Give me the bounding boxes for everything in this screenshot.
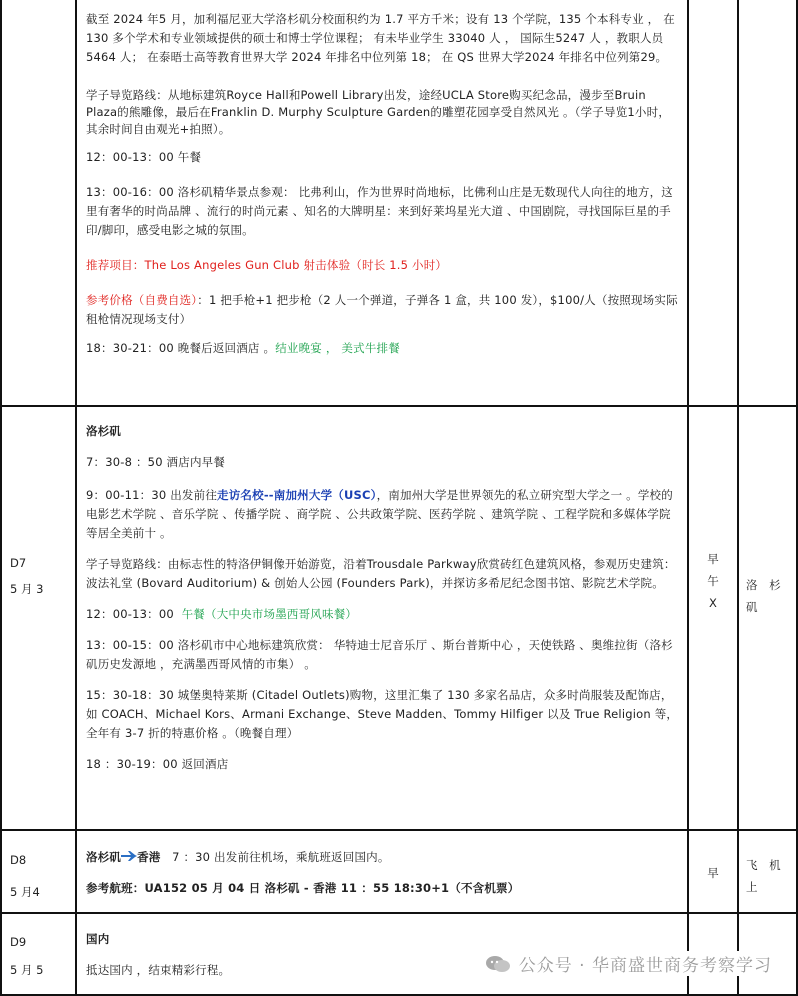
d8-day: D8 [10, 853, 27, 867]
d9-text: 抵达国内 ，结束精彩行程。 [86, 963, 231, 977]
d7-hotel-cell [746, 574, 792, 618]
d6-campus-intro: 截至 2024 年5 月，加利福尼亚大学洛杉矶分校面积约为 1.7 平方千米；设有 13 个学院，135 个本科专业 ， 在 130 多个学术和专业领域提供的硕士和博士学位课程； 有未毕业学生 33040 人 ， 国际生5247 人 ，教职人员 5464 人； 在泰晤士高等教育世界大学 2024 年排名中位列第 18； 在 QS 世界大学2024 年排名中位列第29。 [86, 12, 675, 64]
d7-breakfast: 7：30-8 ：50 酒店内早餐 [86, 455, 226, 469]
d7-day: D7 [10, 556, 27, 570]
watermark-text: 公众号 · 华商盛世商务考察学习 [518, 956, 772, 976]
d7-lunch-time: 12：00-13：00 [86, 607, 174, 621]
d6-lunch: 12：00-13：00 午餐 [86, 150, 202, 164]
d7-hotel-line2: 矶 [746, 600, 758, 614]
d8-hotel-line1: 飞 机 [746, 858, 785, 872]
d7-date: 5 月 3 [10, 582, 44, 596]
d8-meal-breakfast: 早 [707, 866, 719, 880]
d9-title: 国内 [86, 932, 110, 946]
table-border-meal-col [687, 0, 689, 996]
d7-visit-prefix: 9：00-11：30 出发前往 [86, 488, 218, 502]
d6-recommend: 推荐项目：The Los Angeles Gun Club 射击体验（时长 1.5 小时） [86, 258, 448, 272]
d7-meal-dinner: X [709, 596, 717, 610]
d7-meal-cell [689, 548, 737, 614]
d8-route-to: 香港 [137, 850, 161, 864]
d6-content [86, 10, 680, 358]
table-border-right [796, 0, 798, 996]
d8-hotel-cell [746, 854, 792, 898]
d7-lunch [86, 605, 680, 624]
d7-shopping: 15：30-18：30 城堡奥特莱斯 (Citadel Outlets)购物，这里汇集了 130 多家名品店，众多时尚服装及配饰店，如 COACH、Michael Kors、Armani Exchange、Steve Madden、Tommy Hilfiger 以及 True Religion 等，全年有 3-7 折的特惠价格 。（晚餐自理） [86, 688, 679, 740]
d8-day-cell [10, 850, 40, 902]
table-border-day-col [75, 0, 77, 996]
table-border-hotel-col [737, 0, 739, 996]
wechat-icon [485, 954, 511, 974]
d8-depart: 7 ：30 出发前往机场，乘航班返回国内。 [172, 850, 390, 864]
d7-meal-lunch: 午 [707, 574, 719, 588]
d6-tour-route: 学子导览路线：从地标建筑Royce Hall和Powell Library出发，途经UCLA Store购买纪念品，漫步至Bruin Plaza的熊雕像，最后在Franklin D. Murphy Sculpture Garden的雕塑花园享受自然风光 。（学子导览1小时，其余时间自由观光+拍照）。 [86, 88, 671, 136]
watermark [481, 951, 772, 976]
d7-return: 18 ：30-19：00 返回酒店 [86, 757, 229, 771]
d7-hotel-line1: 洛 杉 [746, 578, 785, 592]
row-divider-d8 [0, 829, 798, 831]
d8-route-from: 洛杉矶 [86, 850, 122, 864]
d7-tour-route: 学子导览路线：由标志性的特洛伊铜像开始游览，沿着Trousdale Parkway欣赏砖红色建筑风格，参观历史建筑：波法礼堂 (Bovard Auditorium) & 创始人公园 (Founders Park)，并探访多希尼纪念图书馆、影院艺术学院。 [86, 557, 676, 590]
d7-day-cell [10, 553, 43, 599]
d7-city-title: 洛杉矶 [86, 424, 122, 438]
row-divider-d9 [0, 912, 798, 914]
d8-route-line [86, 848, 680, 867]
d7-meal-breakfast: 早 [707, 552, 719, 566]
d8-flight: 参考航班：UA152 05 月 04 日 洛杉矶 - 香港 11 ：55 18:30+1（不含机票） [86, 881, 520, 895]
d9-date: 5 月 5 [10, 963, 44, 977]
d6-price-text: ：1 把手枪+1 把步枪（2 人一个弹道，子弹各 1 盒，共 100 发），$100/人（按照现场实际租枪情况现场支付） [86, 293, 678, 326]
d9-day-cell [10, 932, 43, 980]
d6-price [86, 291, 680, 329]
d7-downtown: 13：00-15：00 洛杉矶市中心地标建筑欣赏： 华特迪士尼音乐厅 、斯台普斯中心 ，天使铁路 、奥维拉街（洛杉矶历史发源地 ，充满墨西哥风情的市集） 。 [86, 638, 673, 671]
table-border-bottom [0, 994, 798, 996]
d9-day: D9 [10, 935, 27, 949]
d7-lunch-detail: 午餐（大中央市场墨西哥风味餐） [181, 607, 358, 621]
d6-evening-dinner: 结业晚宴 ， 美式牛排餐 [275, 341, 400, 355]
d6-price-label: 参考价格（自费自选） [86, 293, 198, 307]
d7-visit-text: ，南加州大学是世界领先的私立研究型大学之一 。学校的电影艺术学院 、音乐学院 、传播学院 、商学院 、公共政策学院、医药学院 、建筑学院 、工程学院和多媒体学院等居全美前十 。 [86, 488, 673, 540]
d7-usc-visit [86, 486, 680, 543]
d8-hotel-line2: 上 [746, 880, 758, 894]
d7-content [86, 422, 680, 774]
d6-afternoon: 13：00-16：00 洛杉矶精华景点参观： 比弗利山，作为世界时尚地标，比佛利山庄是无数现代人向往的地方，这里有奢华的时尚品牌 、流行的时尚元素 、知名的大牌明星：来到好莱坞星光大道 、中国剧院，寻找国际巨星的手印/脚印，感受电影之城的氛围。 [86, 185, 673, 237]
d8-meal-cell [689, 862, 737, 884]
d8-content [86, 848, 680, 898]
table-border-left [0, 0, 2, 996]
row-divider-d7 [0, 405, 798, 407]
d8-date: 5 月4 [10, 885, 40, 899]
d6-evening-prefix: 18：30-21：00 晚餐后返回酒店 。 [86, 341, 276, 355]
d7-visit-highlight: 走访名校--南加州大学（USC） [217, 488, 377, 502]
d6-evening [86, 339, 680, 358]
plane-icon [121, 850, 137, 862]
